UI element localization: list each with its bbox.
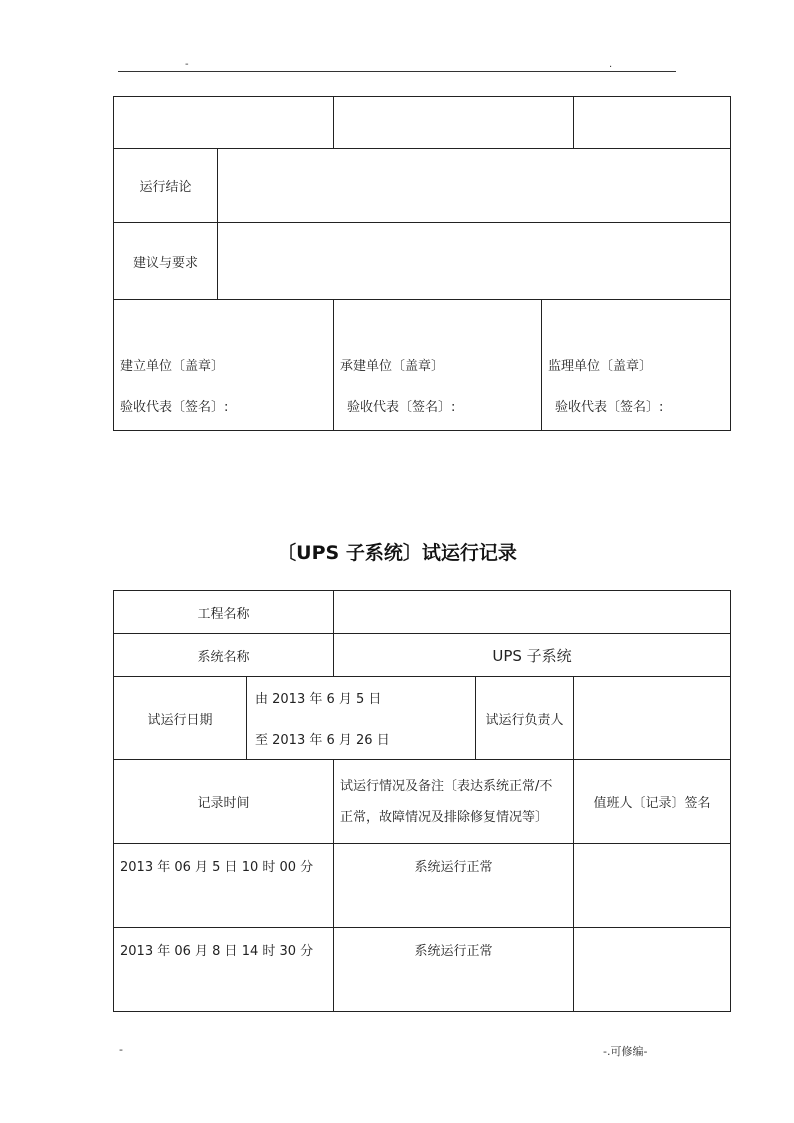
trial-date-from: 由 2013 年 6 月 5 日 (255, 692, 382, 707)
page-title: 〔UPS 子系统〕试运行记录 (277, 542, 517, 564)
blank-cell (114, 97, 334, 149)
system-name-label: 系统名称 (114, 634, 334, 677)
header-right-mark: . (609, 59, 613, 70)
trial-run-table (113, 590, 731, 1012)
suggestion-label: 建议与要求 (114, 223, 218, 300)
supervisor-unit-label: 监理单位〔盖章〕 (548, 359, 653, 374)
blank-cell (574, 97, 731, 149)
owner-unit-label: 建立单位〔盖章〕 (120, 359, 225, 374)
footer-left-mark: - (119, 1043, 123, 1056)
status-header (334, 760, 574, 844)
project-name-field[interactable] (334, 591, 731, 634)
trial-date-to: 至 2013 年 6 月 26 日 (255, 733, 390, 748)
status-header-line1: 试运行情况及备注〔表达系统正常/不 (340, 778, 553, 794)
owner-rep-label: 验收代表〔签名〕: (120, 400, 229, 415)
record-status-cell[interactable]: 系统运行正常 (334, 844, 574, 928)
trial-owner-field[interactable] (574, 677, 731, 760)
acceptance-table (113, 96, 731, 431)
footer-editable-note: -.可修编- (603, 1045, 648, 1058)
record-status-cell[interactable]: 系统运行正常 (334, 928, 574, 1012)
header-rule (118, 71, 676, 72)
supervisor-signature-cell[interactable] (542, 300, 731, 431)
system-name-value[interactable]: UPS 子系统 (334, 634, 731, 677)
suggestion-field[interactable] (218, 223, 731, 300)
status-header-line2: 正常，故障情况及排除修复情况等〕 (340, 809, 549, 825)
supervisor-rep-label: 验收代表〔签名〕: (555, 400, 664, 415)
trial-owner-label: 试运行负责人 (476, 677, 574, 760)
duty-sign-header: 值班人〔记录〕签名 (574, 760, 731, 844)
conclusion-field[interactable] (218, 149, 731, 223)
owner-signature-cell[interactable] (114, 300, 334, 431)
project-name-label: 工程名称 (114, 591, 334, 634)
trial-date-label: 试运行日期 (114, 677, 247, 760)
contractor-rep-label: 验收代表〔签名〕: (347, 400, 456, 415)
duty-sign-cell[interactable] (574, 844, 731, 928)
blank-cell (334, 97, 574, 149)
header-left-mark: - (185, 59, 189, 70)
record-time-cell[interactable]: 2013 年 06 月 8 日 14 时 30 分 (114, 928, 334, 1012)
contractor-signature-cell[interactable] (334, 300, 542, 431)
duty-sign-cell[interactable] (574, 928, 731, 1012)
record-time-cell[interactable]: 2013 年 06 月 5 日 10 时 00 分 (114, 844, 334, 928)
contractor-unit-label: 承建单位〔盖章〕 (340, 359, 445, 374)
conclusion-label: 运行结论 (114, 149, 218, 223)
trial-date-cell[interactable] (247, 677, 476, 760)
record-time-header: 记录时间 (114, 760, 334, 844)
